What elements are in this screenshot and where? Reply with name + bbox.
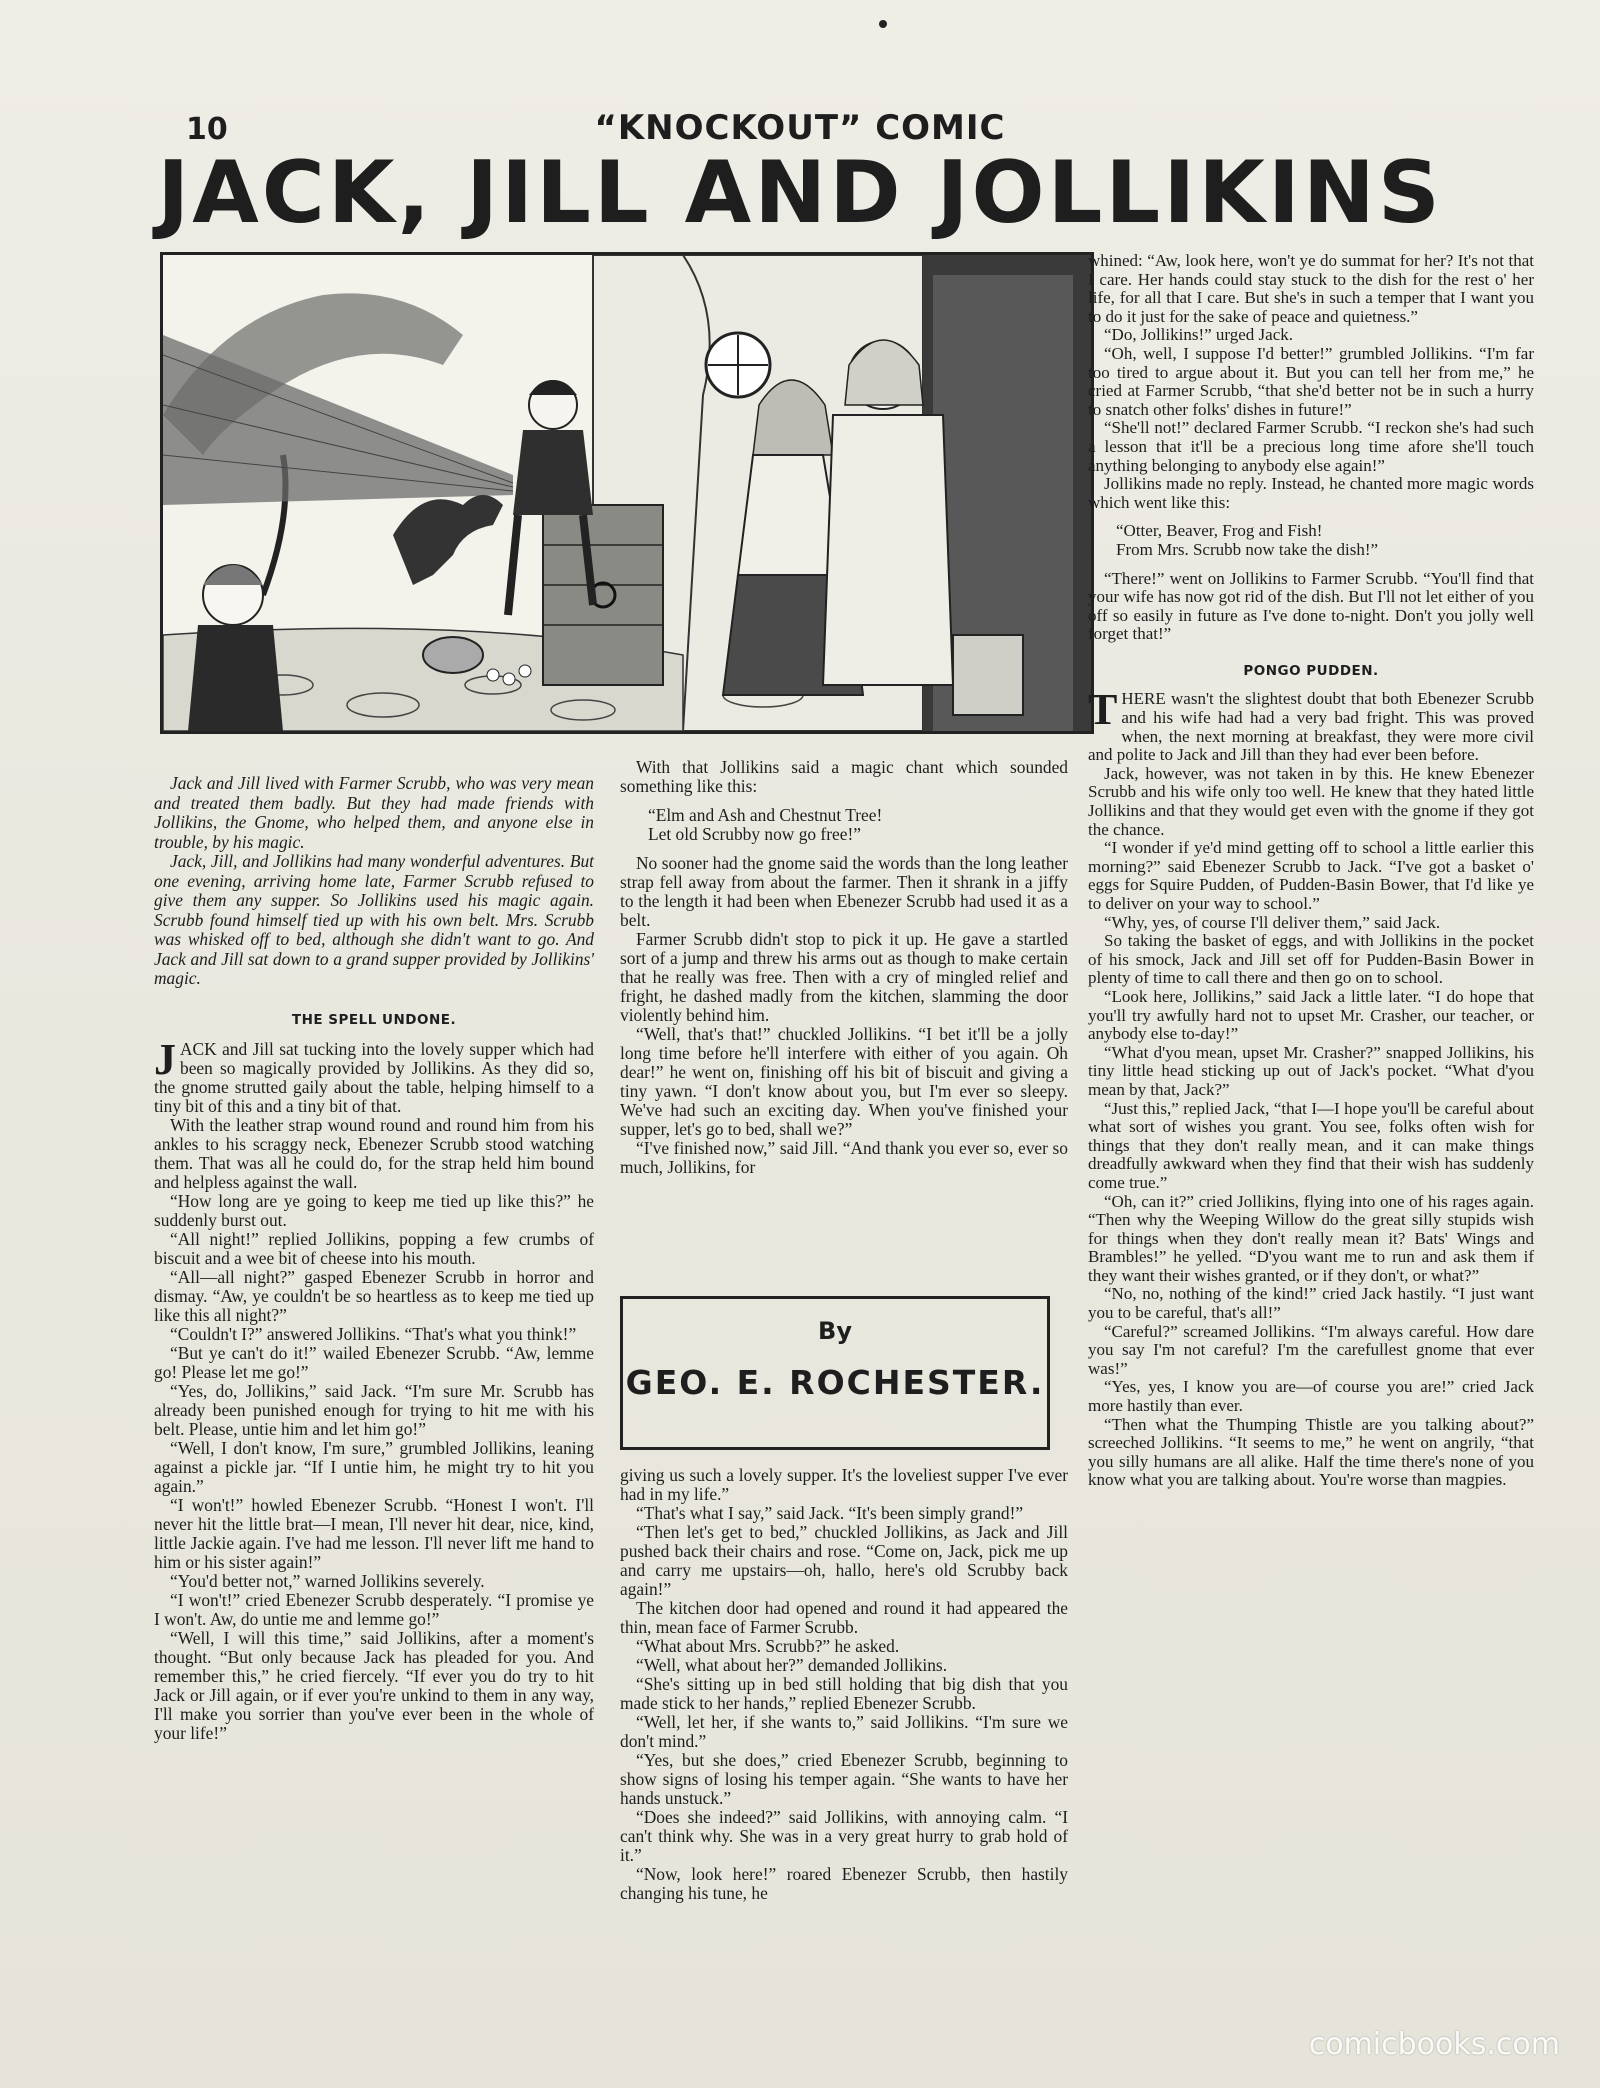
column-2-top <box>620 758 1068 1177</box>
paragraph: “No, no, nothing of the kind!” cried Jack hastily. “I just want you to be careful, that's all!” <box>1088 1284 1534 1323</box>
column-2-bottom <box>620 1466 1068 1903</box>
story-illustration <box>160 252 1094 734</box>
paragraph: “Does she indeed?” said Jollikins, with annoying calm. “I can't think why. She was in a very great hurry to grab hold of it.” <box>620 1807 1068 1865</box>
paragraph: “That's what I say,” said Jack. “It's been simply grand!” <box>636 1503 1024 1523</box>
paragraph: “Do, Jollikins!” urged Jack. <box>1104 325 1294 345</box>
verse-line: “Elm and Ash and Chestnut Tree! <box>648 805 883 825</box>
paragraph: Jollikins made no reply. Instead, he chanted more magic words which went like this: <box>1088 474 1534 512</box>
paragraph: “Couldn't I?” answered Jollikins. “That's what you think!” <box>170 1323 577 1344</box>
column-3 <box>1088 252 1534 1490</box>
paragraph: giving us such a lovely supper. It's the loveliest supper I've ever had in my life.” <box>620 1465 1068 1504</box>
paragraph: “But ye can't do it!” wailed Ebenezer Scrubb. “Aw, lemme go! Please let me go!” <box>154 1342 594 1382</box>
illustration-drawing <box>163 255 1091 731</box>
intro-paragraph: Jack, Jill, and Jollikins had many wonderful adventures. But one evening, arriving home late, Farmer Scrubb refused to give them any supper. So Jollikins used his magic again. Scrubb found himself tied up with his own belt. Mrs. Scrubb was whisked off to bed, although she didn't want to go. And Jack and Jill sat down to a grand supper provided by Jollikins' magic. <box>154 851 594 988</box>
author-byline <box>620 1296 1050 1450</box>
story-title: JACK, JILL AND JOLLIKINS <box>157 143 1443 243</box>
paragraph: “I've finished now,” said Jill. “And thank you ever so, ever so much, Jollikins, for <box>620 1138 1068 1177</box>
paragraph: With that Jollikins said a magic chant which sounded something like this: <box>620 757 1068 796</box>
column-1 <box>154 774 594 1743</box>
paragraph: “Well, that's that!” chuckled Jollikins. “I bet it'll be a jolly long time before he'll interfere with either of you again. Oh dear!” he went on, finishing off his bit of biscuit and giving a tiny yawn. “I don't know about you, but I'm ever so sleepy. We've had such an exciting day. When you've finished your supper, let's go to bed, shall we?” <box>620 1024 1068 1139</box>
paragraph: “Well, let her, if she wants to,” said Jollikins. “I'm sure we don't mind.” <box>620 1712 1068 1751</box>
paragraph: “Look here, Jollikins,” said Jack a little later. “I do hope that you'll try awfully hard not to upset Mr. Crasher, our teacher, or anybody else to-day!” <box>1088 986 1534 1044</box>
paragraph: “Oh, well, I suppose I'd better!” grumbled Jollikins. “I'm far too tired to argue about it. But you can tell her from me,” he cried at Farmer Scrubb, “that she'd better not be in such a hurry to snatch other folks' dishes in future!” <box>1088 343 1534 419</box>
paragraph: “Then what the Thumping Thistle are you talking about?” screeched Jollikins. “It seems to me,” he went on angrily, “that you silly humans are all alike. Half the time there's none of you know what you are talking about. You're worse than magpies. <box>1088 1414 1534 1490</box>
paragraph: Farmer Scrubb didn't stop to pick it up. He gave a startled sort of a jump and threw his arms out as though to make certain that he really was free. Then with a cry of mingled relief and fright, he dashed madly from the kitchen, slamming the door violently behind him. <box>620 929 1068 1025</box>
paragraph: “Yes, but she does,” cried Ebenezer Scrubb, beginning to show signs of losing his temper again. “She wants to have her hands unstuck.” <box>620 1750 1068 1808</box>
story-intro <box>154 774 594 989</box>
paragraph: “Just this,” replied Jack, “that I—I hope you'll be careful about what sort of wishes you grant. You see, folks often wish for things that they don't really mean, and it can make things dreadfully awkward when they find that their wish has suddenly come true.” <box>1088 1098 1534 1192</box>
byline-by: By <box>818 1317 852 1345</box>
watermark: comicbooks.com <box>1308 2027 1560 2062</box>
paragraph: “Careful?” screamed Jollikins. “I'm always careful. How dare you say I'm not careful? I'm the carefullest gnome that ever was!” <box>1088 1321 1534 1378</box>
paragraph <box>1088 685 1534 765</box>
paragraph-text: HERE wasn't the slightest doubt that both Ebenezer Scrubb and his wife had had a very bad fright. This was proved when, the next morning at breakfast, they were more civil and polite to Jack and Jill than they had ever been before. <box>1088 689 1534 765</box>
paragraph-text: ACK and Jill sat tucking into the lovely supper which had been so magically provided by Jollikins. As they did so, the gnome strutted gaily about the table, helping himself to a tiny bit of this and a tiny bit of that. <box>154 1038 594 1116</box>
paragraph: “How long are ye going to keep me tied up like this?” he suddenly burst out. <box>154 1190 594 1230</box>
paragraph: “All night!” replied Jollikins, popping a few crumbs of biscuit and a wee bit of cheese into his mouth. <box>154 1228 594 1268</box>
paragraph: No sooner had the gnome said the words than the long leather strap fell away from about the farmer. Then it shrank in a jiffy to the length it had been when Ebenezer Scrubb had used it as a belt. <box>620 853 1068 930</box>
paragraph: “There!” went on Jollikins to Farmer Scrubb. “You'll find that your wife has now got rid of the dish. But I'll not let either of you off so easily in future as I've done to-night. Don't you jolly well forget that!” <box>1088 568 1534 644</box>
paragraph: “Well, I will this time,” said Jollikins, after a moment's thought. “But only because Jack has pleaded for you. And remember this,” he cried fiercely. “If ever you do try to hit Jack or Jill again, or if ever you're unkind to them in any way, I'll make you sorrier than you've ever been in the whole of your life!” <box>154 1627 594 1743</box>
section-heading: THE SPELL UNDONE. <box>291 1011 457 1028</box>
punch-mark <box>879 20 887 28</box>
paragraph: Jack, however, was not taken in by this. He knew Ebenezer Scrubb and his wife only too well. He knew that they hated little Jollikins and that they would get even with the gnome if they got the chance. <box>1088 763 1534 839</box>
page-number: 10 <box>186 112 228 147</box>
paragraph: “She's sitting up in bed still holding that big dish that you made stick to her hands,” replied Ebenezer Scrubb. <box>620 1674 1068 1713</box>
intro-paragraph: Jack and Jill lived with Farmer Scrubb, who was very mean and treated them badly. But they had made friends with Jollikins, the Gnome, who helped them, and anyone else in trouble, by his magic. <box>154 773 594 852</box>
author-name: GEO. E. ROCHESTER. <box>625 1363 1045 1402</box>
verse-line: “Otter, Beaver, Frog and Fish! <box>1116 521 1323 541</box>
paragraph: “Well, what about her?” demanded Jollikins. <box>636 1655 948 1675</box>
verse-line: Let old Scrubby now go free!” <box>648 824 861 844</box>
paragraph: whined: “Aw, look here, won't ye do summat for her? It's not that I care. Her hands could stay stuck to the dish for the rest o' her life, for all that I care. But she's in such a temper that I want you to do it just for the sake of peace and quietness.” <box>1088 251 1534 326</box>
paragraph: “What about Mrs. Scrubb?” he asked. <box>636 1636 900 1656</box>
paragraph: “Then let's get to bed,” chuckled Jollikins, as Jack and Jill pushed back their chairs and rose. “Come on, Jack, pick me up and carry me upstairs—oh, hallo, here's old Scrubby back again!” <box>620 1522 1068 1599</box>
paragraph: “I wonder if ye'd mind getting off to school a little earlier this morning?” said Ebenezer Scrubb to Jack. “I've got a basket o' eggs for Squire Pudden, of Pudden-Basin Bower, that I'd like ye to deliver on your way to school.” <box>1088 838 1534 913</box>
paragraph: So taking the basket of eggs, and with Jollikins in the pocket of his smock, Jack and Jill set off for Pudden-Basin Bower in plenty of time to call there and then go on to school. <box>1088 931 1534 988</box>
masthead: “KNOCKOUT” COMIC <box>594 108 1006 148</box>
paragraph: “I won't!” howled Ebenezer Scrubb. “Honest I won't. I'll never hit the little brat—I mean, I'll never hit dear, nice, kind, little Jackie again. I've had me lesson. I'll never lift me hand to him or his sister again!” <box>154 1494 594 1572</box>
paragraph: “Yes, do, Jollikins,” said Jack. “I'm sure Mr. Scrubb has already been punished enough for trying to hit me with his belt. Please, untie him and let him go!” <box>154 1380 594 1439</box>
paragraph: With the leather strap wound round and round him from his ankles to his scraggy neck, Ebenezer Scrubb stood watching them. That was all he could do, for the strap held him bound and helpless against the wall. <box>154 1114 594 1192</box>
paragraph: “All—all night?” gasped Ebenezer Scrubb in horror and dismay. “Aw, ye couldn't be so heartless as to keep me tied up like this all night?” <box>154 1266 594 1325</box>
paragraph: “You'd better not,” warned Jollikins severely. <box>170 1570 485 1591</box>
paragraph: The kitchen door had opened and round it had appeared the thin, mean face of Farmer Scrubb. <box>620 1598 1068 1637</box>
paragraph: “Yes, yes, I know you are—of course you are!” cried Jack more hastily than ever. <box>1088 1377 1534 1416</box>
paragraph: “Now, look here!” roared Ebenezer Scrubb, then hastily changing his tune, he <box>620 1864 1068 1903</box>
paragraph: “What d'you mean, upset Mr. Crasher?” snapped Jollikins, his tiny little head sticking up out of Jack's pocket. “What d'you mean by that, Jack?” <box>1088 1042 1534 1099</box>
paragraph: “I won't!” cried Ebenezer Scrubb desperately. “I promise ye I won't. Aw, do untie me and lemme go!” <box>154 1589 594 1629</box>
verse-line: From Mrs. Scrubb now take the dish!” <box>1116 539 1379 559</box>
section-heading: PONGO PUDDEN. <box>1243 662 1379 679</box>
paragraph: “Why, yes, of course I'll deliver them,” said Jack. <box>1104 912 1441 932</box>
paragraph <box>154 1034 594 1116</box>
paragraph: “Well, I don't know, I'm sure,” grumbled Jollikins, leaning against a pickle jar. “If I untie him, he might try to hit you again.” <box>154 1437 594 1496</box>
drop-cap: T <box>1088 685 1118 735</box>
paragraph: “She'll not!” declared Farmer Scrubb. “I reckon she's had such a lesson that it'll be a precious long time afore she'll touch anything belonging to anybody else again!” <box>1088 418 1534 475</box>
paragraph: “Oh, can it?” cried Jollikins, flying into one of his rages again. “Then why the Weeping Willow do the great silly stupids wish for things when they don't really mean it? Bats' Wings and Brambles!” he yelled. “D'you want me to run and ask them if they want their wishes granted, or if they don't, or what?” <box>1088 1191 1534 1285</box>
drop-cap: J <box>154 1034 176 1084</box>
